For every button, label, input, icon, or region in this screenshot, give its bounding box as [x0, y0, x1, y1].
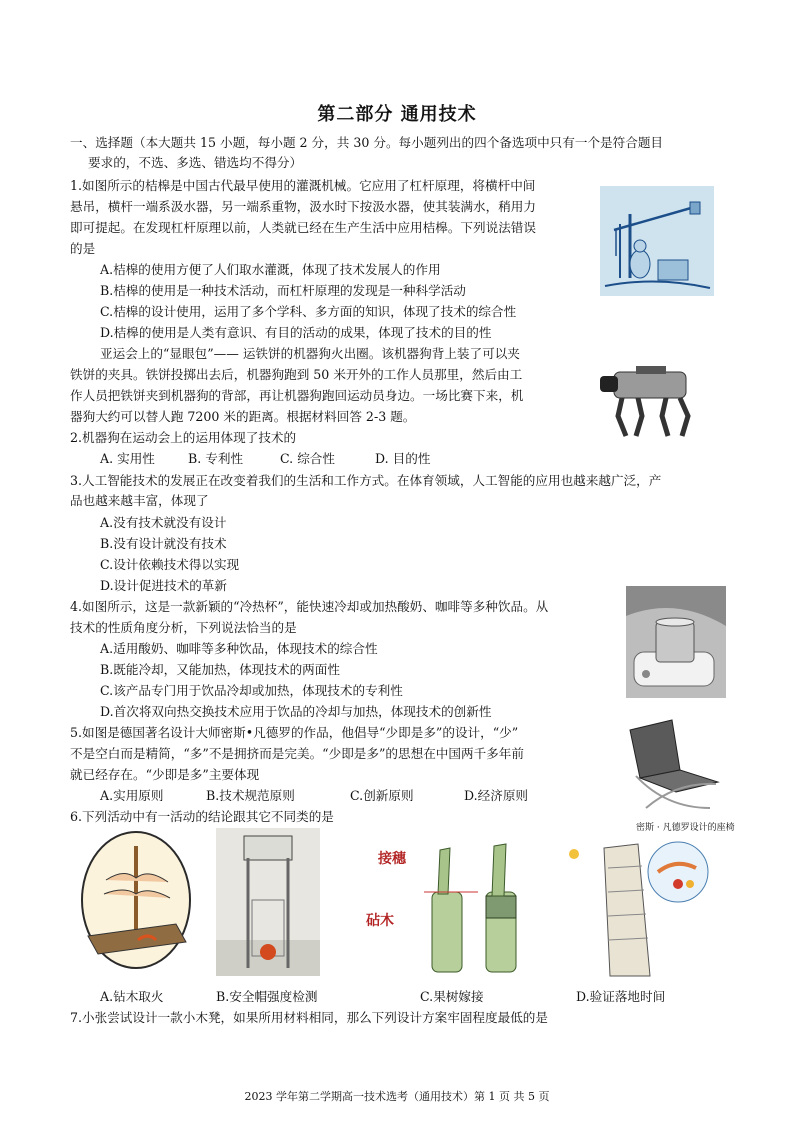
q1-stem-line4: 的是: [70, 241, 96, 256]
rootstock-label: 砧木: [366, 913, 394, 929]
helmet-test-machine-image: [216, 828, 320, 976]
q1-option-a[interactable]: A.桔槔的使用方便了人们取水灌溉，体现了技术发展人的作用: [100, 262, 441, 277]
q5-option-c[interactable]: C.创新原则: [350, 788, 414, 803]
passage-line4: 器狗大约可以替人跑 7200 米的距离。根据材料回答 2-3 题。: [70, 409, 416, 424]
q4-option-a[interactable]: A.适用酸奶、咖啡等多种饮品，体现技术的综合性: [100, 641, 378, 656]
scion-label: 接穗: [378, 851, 406, 867]
q6-stem: 6.下列活动中有一活动的结论跟其它不同类的是: [70, 809, 334, 824]
q4-option-b[interactable]: B.既能冷却，又能加热，体现技术的两面性: [100, 662, 340, 677]
drill-fire-illustration: [76, 828, 194, 974]
q1-option-d[interactable]: D.桔槔的使用是人类有意识、有目的活动的成果，体现了技术的目的性: [100, 325, 492, 340]
q1-stem-line3: 即可提起。在发现杠杆原理以前，人类就已经在生产生活中应用桔槔。下列说法错误: [70, 220, 536, 235]
q1-option-b[interactable]: B.桔槔的使用是一种技术活动，而杠杆原理的发现是一种科学活动: [100, 283, 466, 298]
q4-option-d[interactable]: D.首次将双向热交换技术应用于饮品的冷却与加热，体现技术的创新性: [100, 704, 492, 719]
cold-hot-cup-image: [626, 586, 726, 698]
passage-line1: 亚运会上的“显眼包”—— 运铁饼的机器狗火出圈。该机器狗背上装了可以夹: [100, 346, 520, 361]
q5-stem-line3: 就已经存在。“少即是多”主要体现: [70, 767, 260, 782]
q1-stem-line1: 1.如图所示的桔槔是中国古代最早使用的灌溉机械。它应用了杠杆原理，将横杆中间: [70, 178, 536, 193]
q5-option-a[interactable]: A.实用原则: [100, 788, 164, 803]
q3-option-d[interactable]: D.设计促进技术的革新: [100, 578, 227, 593]
q5-option-d[interactable]: D.经济原则: [464, 788, 529, 803]
chair-caption: 密斯 · 凡德罗设计的座椅: [636, 823, 735, 833]
shadoof-illustration: [600, 186, 714, 296]
q2-option-b[interactable]: B. 专利性: [188, 451, 244, 466]
q2-option-c[interactable]: C. 综合性: [280, 451, 335, 466]
q3-option-a[interactable]: A.没有技术就没有设计: [100, 515, 227, 530]
q6-option-c[interactable]: C.果树嫁接: [420, 989, 484, 1004]
q6-option-a[interactable]: A.钻木取火: [100, 989, 164, 1004]
q1-stem-line2: 悬吊，横杆一端系汲水器，另一端系重物，汲水时下按汲水器，使其装满水，稍用力: [70, 199, 536, 214]
q6-option-b[interactable]: B.安全帽强度检测: [216, 989, 318, 1004]
q1-option-c[interactable]: C.桔槔的设计使用，运用了多个学科、多方面的知识，体现了技术的综合性: [100, 304, 517, 319]
leaning-tower-illustration: [566, 838, 726, 978]
barcelona-chair-image: [606, 712, 732, 816]
q3-option-c[interactable]: C.设计依赖技术得以实现: [100, 557, 240, 572]
section-instructions-line1: 一、选择题（本大题共 15 小题，每小题 2 分，共 30 分。每小题列出的四个备选项中只有一个是符合题目: [70, 135, 664, 150]
q2-option-a[interactable]: A. 实用性: [100, 451, 155, 466]
q7-stem: 7.小张尝试设计一款小木凳，如果所用材料相同，那么下列设计方案牢固程度最低的是: [70, 1010, 548, 1025]
passage-line3: 作人员把铁饼夹到机器狗的背部，再让机器狗跑回运动员身边。一场比赛下来，机: [70, 388, 524, 403]
q6-option-d[interactable]: D.验证落地时间: [576, 989, 666, 1004]
robot-dog-image: [596, 350, 706, 442]
q5-stem-line1: 5.如图是德国著名设计大师密斯•凡德罗的作品，他倡导“少即是多”的设计，“少”: [70, 725, 519, 740]
q3-stem-line1: 3.人工智能技术的发展正在改变着我们的生活和工作方式。在体育领域，人工智能的应用也越来越广泛，产: [70, 473, 662, 488]
page-footer: 2023 学年第二学期高一技术选考（通用技术）第 1 页 共 5 页: [244, 1090, 550, 1103]
q5-stem-line2: 不是空白而是精简，“多”不是拥挤而是完美。“少即是多”的思想在中国两千多年前: [70, 746, 524, 761]
q4-option-c[interactable]: C.该产品专门用于饮品冷却或加热，体现技术的专利性: [100, 683, 403, 698]
q3-stem-line2: 品也越来越丰富，体现了: [70, 493, 209, 508]
q3-option-b[interactable]: B.没有设计就没有技术: [100, 536, 227, 551]
q2-stem: 2.机器狗在运动会上的运用体现了技术的: [70, 430, 297, 445]
page-title: 第二部分 通用技术: [317, 104, 477, 125]
grafting-illustration: [418, 836, 538, 978]
q5-option-b[interactable]: B.技术规范原则: [206, 788, 295, 803]
q4-stem-line1: 4.如图所示，这是一款新颖的“冷热杯”，能快速冷却或加热酸奶、咖啡等多种饮品。从: [70, 599, 549, 614]
q2-option-d[interactable]: D. 目的性: [375, 451, 431, 466]
q4-stem-line2: 技术的性质角度分析，下列说法恰当的是: [70, 620, 297, 635]
section-instructions-line2: 要求的，不选、多选、错选均不得分）: [88, 155, 303, 170]
passage-line2: 铁饼的夹具。铁饼投掷出去后，机器狗跑到 50 米开外的工作人员那里，然后由工: [70, 367, 523, 382]
